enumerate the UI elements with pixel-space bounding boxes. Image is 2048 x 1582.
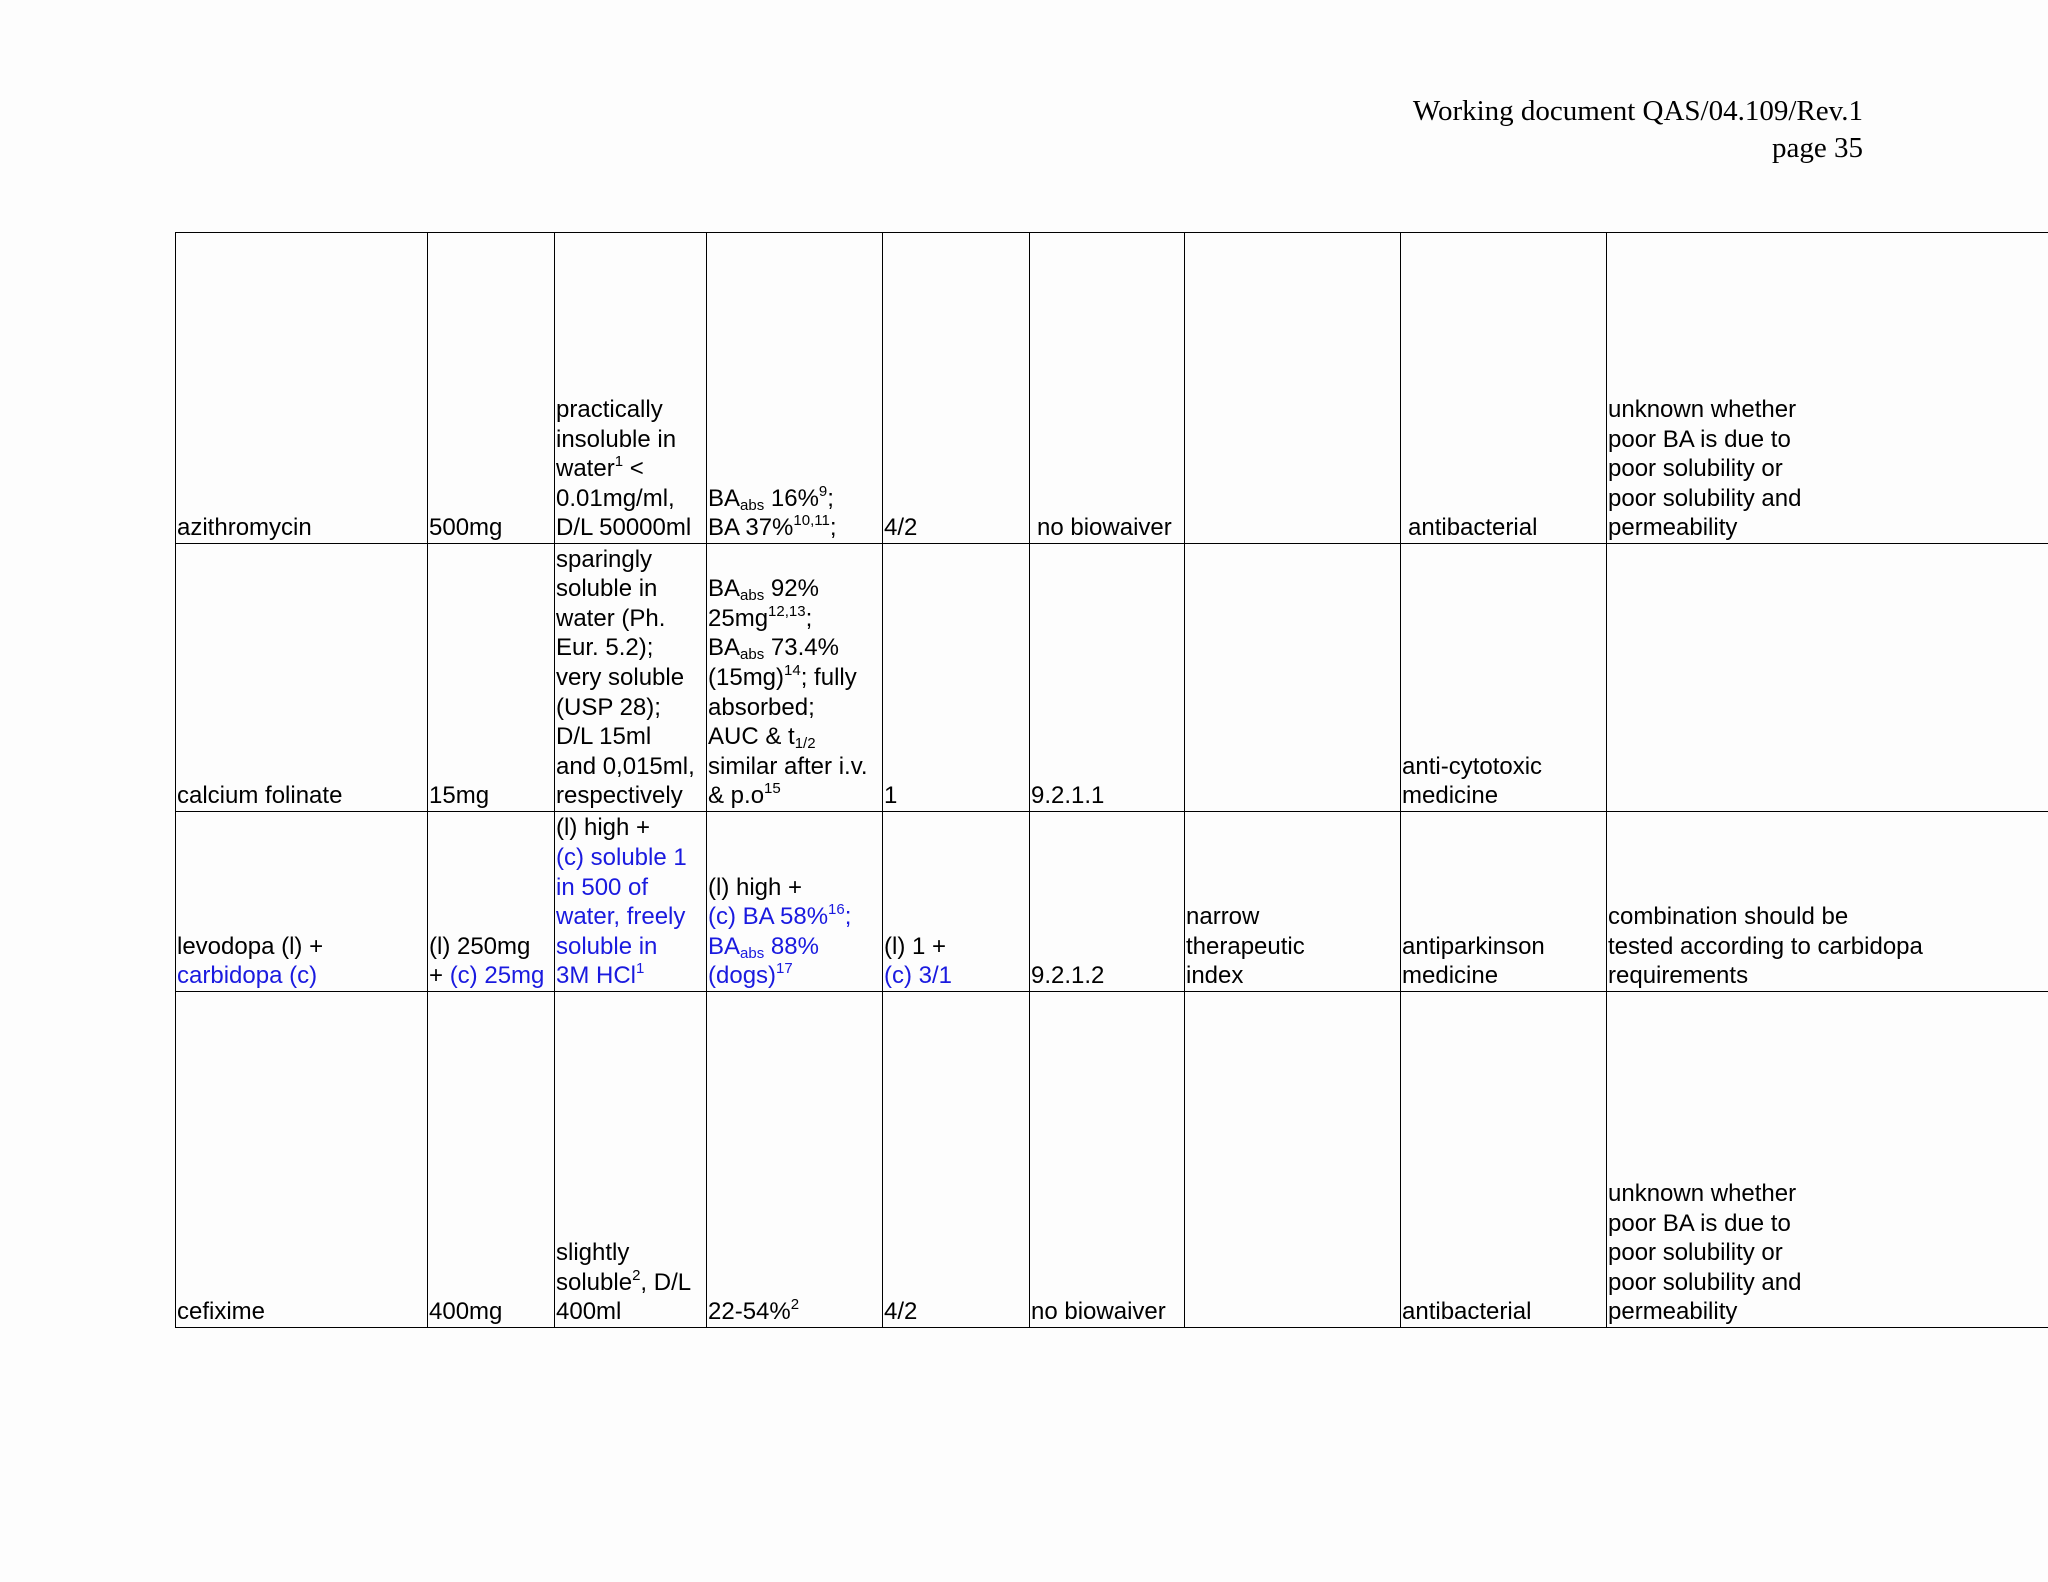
cell-medicine: calcium folinate (176, 544, 428, 812)
cell-therapeutic-index (1185, 544, 1401, 812)
cell-bioavailability: 22-54%$^2$ (707, 992, 883, 1328)
cell-medicine: azithromycin (176, 233, 428, 544)
cell-comment: combination should be tested according to carbidopa requirements (1607, 812, 2048, 992)
cell-strength: (l) 250mg + (c) 25mg (428, 812, 555, 992)
cell-classification: 9.2.1.2 (1030, 812, 1185, 992)
cell-classification: no biowaiver (1030, 992, 1185, 1328)
cell-bioavailability: $BA_{abs}$ 16%$^9$; BA 37%$^{10,11}$; (707, 233, 883, 544)
cell-classification: no biowaiver (1030, 233, 1185, 544)
cell-therapeutic-index (1185, 233, 1401, 544)
table-row-azithromycin (176, 233, 2048, 544)
cell-comment: unknown whether poor BA is due to poor solubility or poor solubility and permeability (1607, 233, 2048, 544)
cell-indication: antibacterial (1401, 233, 1607, 544)
cell-indication: antibacterial (1401, 992, 1607, 1328)
cell-indication: antiparkinson medicine (1401, 812, 1607, 992)
cell-bcs-class: 4/2 (883, 233, 1030, 544)
cell-classification: 9.2.1.1 (1030, 544, 1185, 812)
cell-bcs-class: (l) 1 + (c) 3/1 (883, 812, 1030, 992)
cell-solubility: practically insoluble in water$^1$ < 0.01mg/ml, D/L 50000ml (555, 233, 707, 544)
cell-bcs-class: 1 (883, 544, 1030, 812)
cell-solubility: slightly soluble$^2$, D/L 400ml (555, 992, 707, 1328)
cell-bcs-class: 4/2 (883, 992, 1030, 1328)
page-number: page 35 (1772, 132, 1863, 164)
cell-strength: 500mg (428, 233, 555, 544)
cell-bioavailability: (l) high + (c) BA 58%$^{16}$; $BA_{abs}$ 88% (dogs)$^{17}$ (707, 812, 883, 992)
cell-solubility: sparingly soluble in water (Ph. Eur. 5.2); very soluble (USP 28); D/L 15ml and 0,015ml, respectively (555, 544, 707, 812)
cell-strength: 400mg (428, 992, 555, 1328)
cell-therapeutic-index: narrow therapeutic index (1185, 812, 1401, 992)
cell-therapeutic-index (1185, 992, 1401, 1328)
document-id: Working document QAS/04.109/Rev.1 (1412, 95, 1863, 127)
page-header (1413, 93, 1863, 167)
biowaiver-table (175, 232, 2048, 1328)
cell-indication: anti-cytotoxic medicine (1401, 544, 1607, 812)
cell-medicine: levodopa (l) + carbidopa (c) (176, 812, 428, 992)
table-row-calcium-folinate (176, 544, 2048, 812)
cell-medicine: cefixime (176, 992, 428, 1328)
table-row-cefixime (176, 992, 2048, 1328)
cell-comment: unknown whether poor BA is due to poor solubility or poor solubility and permeability (1607, 992, 2048, 1328)
cell-comment (1607, 544, 2048, 812)
table-row-levodopa-carbidopa (176, 812, 2048, 992)
cell-strength: 15mg (428, 544, 555, 812)
cell-bioavailability: $BA_{abs}$ 92% 25mg$^{12,13}$; $BA_{abs}$ 73.4% $(15mg)^{14}$; fully absorbed; AUC & $t_{1/2}$ similar after i.v. & $p.o^{15}$ (707, 544, 883, 812)
cell-solubility: (l) high + (c) soluble 1 in 500 of water, freely soluble in 3M HCl$^1$ (555, 812, 707, 992)
